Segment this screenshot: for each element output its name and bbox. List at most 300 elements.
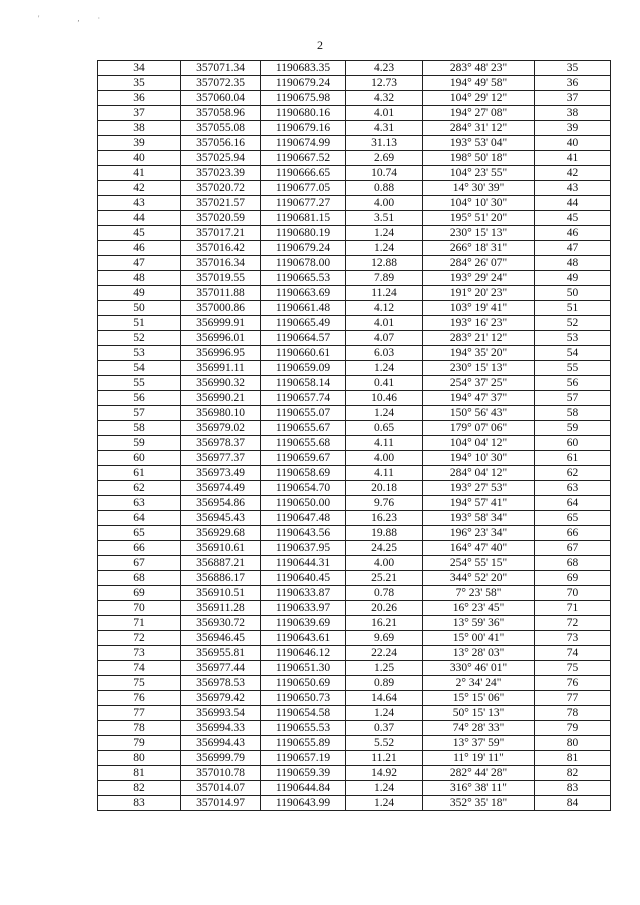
point-number-cell: 67	[98, 556, 181, 571]
x-coordinate-cell: 356999.79	[181, 751, 261, 766]
next-point-number-cell: 73	[535, 631, 611, 646]
table-row	[98, 646, 611, 661]
next-point-number-cell: 78	[535, 706, 611, 721]
distance-cell: 20.18	[346, 481, 423, 496]
y-coordinate-cell: 1190665.49	[261, 316, 346, 331]
x-coordinate-cell: 356999.91	[181, 316, 261, 331]
point-number-cell: 73	[98, 646, 181, 661]
point-number-cell: 66	[98, 541, 181, 556]
point-number-cell: 82	[98, 781, 181, 796]
y-coordinate-cell: 1190655.67	[261, 421, 346, 436]
table-row	[98, 571, 611, 586]
next-point-number-cell: 62	[535, 466, 611, 481]
table-row	[98, 241, 611, 256]
distance-cell: 14.64	[346, 691, 423, 706]
table-row	[98, 271, 611, 286]
bearing-cell: 316° 38' 11"	[423, 781, 535, 796]
y-coordinate-cell: 1190659.09	[261, 361, 346, 376]
y-coordinate-cell: 1190666.65	[261, 166, 346, 181]
bearing-cell: 179° 07' 06"	[423, 421, 535, 436]
next-point-number-cell: 51	[535, 301, 611, 316]
distance-cell: 6.03	[346, 346, 423, 361]
y-coordinate-cell: 1190657.74	[261, 391, 346, 406]
x-coordinate-cell: 357025.94	[181, 151, 261, 166]
y-coordinate-cell: 1190657.19	[261, 751, 346, 766]
point-number-cell: 79	[98, 736, 181, 751]
y-coordinate-cell: 1190675.98	[261, 91, 346, 106]
bearing-cell: 194° 49' 58"	[423, 76, 535, 91]
bearing-cell: 254° 55' 15"	[423, 556, 535, 571]
y-coordinate-cell: 1190643.61	[261, 631, 346, 646]
distance-cell: 2.69	[346, 151, 423, 166]
bearing-cell: 7° 23' 58"	[423, 586, 535, 601]
y-coordinate-cell: 1190680.16	[261, 106, 346, 121]
y-coordinate-cell: 1190667.52	[261, 151, 346, 166]
y-coordinate-cell: 1190644.31	[261, 556, 346, 571]
y-coordinate-cell: 1190674.99	[261, 136, 346, 151]
bearing-cell: 194° 35' 20"	[423, 346, 535, 361]
y-coordinate-cell: 1190655.07	[261, 406, 346, 421]
table-row	[98, 166, 611, 181]
bearing-cell: 50° 15' 13"	[423, 706, 535, 721]
table-row	[98, 736, 611, 751]
point-number-cell: 80	[98, 751, 181, 766]
y-coordinate-cell: 1190655.53	[261, 721, 346, 736]
distance-cell: 9.69	[346, 631, 423, 646]
bearing-cell: 164° 47' 40"	[423, 541, 535, 556]
table-row	[98, 256, 611, 271]
x-coordinate-cell: 356990.32	[181, 376, 261, 391]
bearing-cell: 283° 48' 23"	[423, 61, 535, 76]
distance-cell: 0.78	[346, 586, 423, 601]
point-number-cell: 50	[98, 301, 181, 316]
distance-cell: 0.37	[346, 721, 423, 736]
x-coordinate-cell: 357023.39	[181, 166, 261, 181]
point-number-cell: 70	[98, 601, 181, 616]
distance-cell: 9.76	[346, 496, 423, 511]
next-point-number-cell: 72	[535, 616, 611, 631]
table-row	[98, 691, 611, 706]
next-point-number-cell: 40	[535, 136, 611, 151]
bearing-cell: 104° 23' 55"	[423, 166, 535, 181]
x-coordinate-cell: 356887.21	[181, 556, 261, 571]
table-row	[98, 181, 611, 196]
next-point-number-cell: 60	[535, 436, 611, 451]
next-point-number-cell: 46	[535, 226, 611, 241]
y-coordinate-cell: 1190655.89	[261, 736, 346, 751]
distance-cell: 20.26	[346, 601, 423, 616]
bearing-cell: 330° 46' 01"	[423, 661, 535, 676]
next-point-number-cell: 53	[535, 331, 611, 346]
distance-cell: 1.25	[346, 661, 423, 676]
distance-cell: 11.21	[346, 751, 423, 766]
point-number-cell: 55	[98, 376, 181, 391]
x-coordinate-cell: 357017.21	[181, 226, 261, 241]
table-row	[98, 286, 611, 301]
point-number-cell: 62	[98, 481, 181, 496]
next-point-number-cell: 63	[535, 481, 611, 496]
table-row	[98, 76, 611, 91]
distance-cell: 4.23	[346, 61, 423, 76]
point-number-cell: 51	[98, 316, 181, 331]
bearing-cell: 284° 31' 12"	[423, 121, 535, 136]
x-coordinate-cell: 356977.37	[181, 451, 261, 466]
next-point-number-cell: 55	[535, 361, 611, 376]
point-number-cell: 37	[98, 106, 181, 121]
y-coordinate-cell: 1190655.68	[261, 436, 346, 451]
point-number-cell: 35	[98, 76, 181, 91]
x-coordinate-cell: 357000.86	[181, 301, 261, 316]
x-coordinate-cell: 356993.54	[181, 706, 261, 721]
table-row	[98, 706, 611, 721]
next-point-number-cell: 81	[535, 751, 611, 766]
bearing-cell: 254° 37' 25"	[423, 376, 535, 391]
point-number-cell: 57	[98, 406, 181, 421]
next-point-number-cell: 42	[535, 166, 611, 181]
x-coordinate-cell: 356980.10	[181, 406, 261, 421]
x-coordinate-cell: 356946.45	[181, 631, 261, 646]
table-row	[98, 91, 611, 106]
next-point-number-cell: 45	[535, 211, 611, 226]
distance-cell: 4.31	[346, 121, 423, 136]
table-row	[98, 61, 611, 76]
table-row	[98, 331, 611, 346]
table-row	[98, 781, 611, 796]
bearing-cell: 191° 20' 23"	[423, 286, 535, 301]
x-coordinate-cell: 357071.34	[181, 61, 261, 76]
y-coordinate-cell: 1190658.69	[261, 466, 346, 481]
distance-cell: 4.00	[346, 556, 423, 571]
next-point-number-cell: 67	[535, 541, 611, 556]
distance-cell: 1.24	[346, 226, 423, 241]
distance-cell: 10.74	[346, 166, 423, 181]
x-coordinate-cell: 356910.61	[181, 541, 261, 556]
table-row	[98, 151, 611, 166]
distance-cell: 12.88	[346, 256, 423, 271]
x-coordinate-cell: 356994.33	[181, 721, 261, 736]
point-number-cell: 54	[98, 361, 181, 376]
x-coordinate-cell: 357019.55	[181, 271, 261, 286]
x-coordinate-cell: 356977.44	[181, 661, 261, 676]
distance-cell: 1.24	[346, 406, 423, 421]
x-coordinate-cell: 357072.35	[181, 76, 261, 91]
bearing-cell: 266° 18' 31"	[423, 241, 535, 256]
table-row	[98, 586, 611, 601]
distance-cell: 10.46	[346, 391, 423, 406]
point-number-cell: 45	[98, 226, 181, 241]
y-coordinate-cell: 1190679.24	[261, 76, 346, 91]
table-row	[98, 526, 611, 541]
x-coordinate-cell: 356973.49	[181, 466, 261, 481]
point-number-cell: 47	[98, 256, 181, 271]
bearing-cell: 193° 29' 24"	[423, 271, 535, 286]
bearing-cell: 194° 57' 41"	[423, 496, 535, 511]
table-row	[98, 616, 611, 631]
y-coordinate-cell: 1190650.73	[261, 691, 346, 706]
next-point-number-cell: 36	[535, 76, 611, 91]
bearing-cell: 282° 44' 28"	[423, 766, 535, 781]
y-coordinate-cell: 1190680.19	[261, 226, 346, 241]
table-row	[98, 361, 611, 376]
y-coordinate-cell: 1190644.84	[261, 781, 346, 796]
corner-marks: ' ,·	[38, 14, 119, 23]
x-coordinate-cell: 356978.37	[181, 436, 261, 451]
table-row	[98, 751, 611, 766]
next-point-number-cell: 61	[535, 451, 611, 466]
distance-cell: 1.24	[346, 361, 423, 376]
point-number-cell: 63	[98, 496, 181, 511]
distance-cell: 3.51	[346, 211, 423, 226]
table-row	[98, 436, 611, 451]
bearing-cell: 194° 27' 08"	[423, 106, 535, 121]
bearing-cell: 16° 23' 45"	[423, 601, 535, 616]
next-point-number-cell: 68	[535, 556, 611, 571]
next-point-number-cell: 35	[535, 61, 611, 76]
bearing-cell: 194° 10' 30"	[423, 451, 535, 466]
y-coordinate-cell: 1190651.30	[261, 661, 346, 676]
next-point-number-cell: 82	[535, 766, 611, 781]
table-row	[98, 106, 611, 121]
table-row	[98, 766, 611, 781]
x-coordinate-cell: 356911.28	[181, 601, 261, 616]
table-row	[98, 121, 611, 136]
point-number-cell: 83	[98, 796, 181, 811]
distance-cell: 16.21	[346, 616, 423, 631]
y-coordinate-cell: 1190660.61	[261, 346, 346, 361]
distance-cell: 0.88	[346, 181, 423, 196]
point-number-cell: 48	[98, 271, 181, 286]
next-point-number-cell: 58	[535, 406, 611, 421]
next-point-number-cell: 65	[535, 511, 611, 526]
bearing-cell: 198° 50' 18"	[423, 151, 535, 166]
point-number-cell: 40	[98, 151, 181, 166]
next-point-number-cell: 57	[535, 391, 611, 406]
y-coordinate-cell: 1190646.12	[261, 646, 346, 661]
table-row	[98, 346, 611, 361]
distance-cell: 22.24	[346, 646, 423, 661]
point-number-cell: 75	[98, 676, 181, 691]
point-number-cell: 60	[98, 451, 181, 466]
bearing-cell: 13° 28' 03"	[423, 646, 535, 661]
point-number-cell: 64	[98, 511, 181, 526]
x-coordinate-cell: 357014.07	[181, 781, 261, 796]
x-coordinate-cell: 356978.53	[181, 676, 261, 691]
point-number-cell: 68	[98, 571, 181, 586]
point-number-cell: 72	[98, 631, 181, 646]
x-coordinate-cell: 357010.78	[181, 766, 261, 781]
y-coordinate-cell: 1190683.35	[261, 61, 346, 76]
y-coordinate-cell: 1190637.95	[261, 541, 346, 556]
table-row	[98, 631, 611, 646]
table-row	[98, 496, 611, 511]
distance-cell: 1.24	[346, 781, 423, 796]
bearing-cell: 284° 04' 12"	[423, 466, 535, 481]
table-row	[98, 511, 611, 526]
point-number-cell: 38	[98, 121, 181, 136]
next-point-number-cell: 83	[535, 781, 611, 796]
x-coordinate-cell: 356954.86	[181, 496, 261, 511]
distance-cell: 31.13	[346, 136, 423, 151]
y-coordinate-cell: 1190654.58	[261, 706, 346, 721]
y-coordinate-cell: 1190650.00	[261, 496, 346, 511]
bearing-cell: 11° 19' 11"	[423, 751, 535, 766]
distance-cell: 0.41	[346, 376, 423, 391]
distance-cell: 4.11	[346, 466, 423, 481]
y-coordinate-cell: 1190640.45	[261, 571, 346, 586]
distance-cell: 11.24	[346, 286, 423, 301]
next-point-number-cell: 74	[535, 646, 611, 661]
x-coordinate-cell: 356930.72	[181, 616, 261, 631]
distance-cell: 4.12	[346, 301, 423, 316]
coordinates-table	[97, 60, 611, 811]
next-point-number-cell: 64	[535, 496, 611, 511]
bearing-cell: 193° 58' 34"	[423, 511, 535, 526]
x-coordinate-cell: 357060.04	[181, 91, 261, 106]
bearing-cell: 284° 26' 07"	[423, 256, 535, 271]
y-coordinate-cell: 1190663.69	[261, 286, 346, 301]
distance-cell: 4.01	[346, 106, 423, 121]
distance-cell: 1.24	[346, 796, 423, 811]
y-coordinate-cell: 1190661.48	[261, 301, 346, 316]
point-number-cell: 44	[98, 211, 181, 226]
table-row	[98, 316, 611, 331]
x-coordinate-cell: 356974.49	[181, 481, 261, 496]
point-number-cell: 41	[98, 166, 181, 181]
table-row	[98, 676, 611, 691]
x-coordinate-cell: 357020.59	[181, 211, 261, 226]
point-number-cell: 81	[98, 766, 181, 781]
x-coordinate-cell: 356996.01	[181, 331, 261, 346]
distance-cell: 4.07	[346, 331, 423, 346]
bearing-cell: 230° 15' 13"	[423, 361, 535, 376]
table-row	[98, 556, 611, 571]
bearing-cell: 103° 19' 41"	[423, 301, 535, 316]
x-coordinate-cell: 357016.34	[181, 256, 261, 271]
bearing-cell: 104° 04' 12"	[423, 436, 535, 451]
distance-cell: 24.25	[346, 541, 423, 556]
distance-cell: 7.89	[346, 271, 423, 286]
coordinates-table-body	[98, 61, 611, 811]
bearing-cell: 104° 29' 12"	[423, 91, 535, 106]
table-row	[98, 796, 611, 811]
distance-cell: 19.88	[346, 526, 423, 541]
next-point-number-cell: 66	[535, 526, 611, 541]
bearing-cell: 230° 15' 13"	[423, 226, 535, 241]
next-point-number-cell: 38	[535, 106, 611, 121]
distance-cell: 4.01	[346, 316, 423, 331]
distance-cell: 12.73	[346, 76, 423, 91]
x-coordinate-cell: 356990.21	[181, 391, 261, 406]
y-coordinate-cell: 1190633.87	[261, 586, 346, 601]
next-point-number-cell: 37	[535, 91, 611, 106]
next-point-number-cell: 75	[535, 661, 611, 676]
page-number: 2	[317, 38, 323, 52]
y-coordinate-cell: 1190659.67	[261, 451, 346, 466]
x-coordinate-cell: 357011.88	[181, 286, 261, 301]
next-point-number-cell: 69	[535, 571, 611, 586]
distance-cell: 14.92	[346, 766, 423, 781]
next-point-number-cell: 52	[535, 316, 611, 331]
point-number-cell: 59	[98, 436, 181, 451]
bearing-cell: 150° 56' 43"	[423, 406, 535, 421]
x-coordinate-cell: 357014.97	[181, 796, 261, 811]
x-coordinate-cell: 357020.72	[181, 181, 261, 196]
bearing-cell: 13° 59' 36"	[423, 616, 535, 631]
y-coordinate-cell: 1190665.53	[261, 271, 346, 286]
next-point-number-cell: 80	[535, 736, 611, 751]
point-number-cell: 61	[98, 466, 181, 481]
bearing-cell: 104° 10' 30"	[423, 196, 535, 211]
y-coordinate-cell: 1190647.48	[261, 511, 346, 526]
y-coordinate-cell: 1190654.70	[261, 481, 346, 496]
bearing-cell: 193° 53' 04"	[423, 136, 535, 151]
next-point-number-cell: 39	[535, 121, 611, 136]
bearing-cell: 14° 30' 39"	[423, 181, 535, 196]
point-number-cell: 53	[98, 346, 181, 361]
next-point-number-cell: 47	[535, 241, 611, 256]
bearing-cell: 15° 15' 06"	[423, 691, 535, 706]
distance-cell: 0.65	[346, 421, 423, 436]
table-row	[98, 301, 611, 316]
distance-cell: 4.00	[346, 451, 423, 466]
y-coordinate-cell: 1190664.57	[261, 331, 346, 346]
point-number-cell: 34	[98, 61, 181, 76]
distance-cell: 4.00	[346, 196, 423, 211]
x-coordinate-cell: 357056.16	[181, 136, 261, 151]
point-number-cell: 52	[98, 331, 181, 346]
point-number-cell: 78	[98, 721, 181, 736]
x-coordinate-cell: 357016.42	[181, 241, 261, 256]
y-coordinate-cell: 1190643.56	[261, 526, 346, 541]
table-row	[98, 226, 611, 241]
point-number-cell: 77	[98, 706, 181, 721]
distance-cell: 4.11	[346, 436, 423, 451]
bearing-cell: 283° 21' 12"	[423, 331, 535, 346]
next-point-number-cell: 41	[535, 151, 611, 166]
x-coordinate-cell: 357058.96	[181, 106, 261, 121]
next-point-number-cell: 84	[535, 796, 611, 811]
x-coordinate-cell: 356991.11	[181, 361, 261, 376]
x-coordinate-cell: 357055.08	[181, 121, 261, 136]
x-coordinate-cell: 356979.42	[181, 691, 261, 706]
y-coordinate-cell: 1190677.27	[261, 196, 346, 211]
table-row	[98, 601, 611, 616]
bearing-cell: 2° 34' 24"	[423, 676, 535, 691]
point-number-cell: 42	[98, 181, 181, 196]
distance-cell: 16.23	[346, 511, 423, 526]
distance-cell: 1.24	[346, 241, 423, 256]
x-coordinate-cell: 356979.02	[181, 421, 261, 436]
next-point-number-cell: 49	[535, 271, 611, 286]
next-point-number-cell: 44	[535, 196, 611, 211]
x-coordinate-cell: 356994.43	[181, 736, 261, 751]
next-point-number-cell: 59	[535, 421, 611, 436]
table-row	[98, 406, 611, 421]
next-point-number-cell: 56	[535, 376, 611, 391]
x-coordinate-cell: 356929.68	[181, 526, 261, 541]
point-number-cell: 65	[98, 526, 181, 541]
bearing-cell: 193° 27' 53"	[423, 481, 535, 496]
point-number-cell: 74	[98, 661, 181, 676]
y-coordinate-cell: 1190678.00	[261, 256, 346, 271]
point-number-cell: 56	[98, 391, 181, 406]
table-row	[98, 721, 611, 736]
next-point-number-cell: 48	[535, 256, 611, 271]
point-number-cell: 76	[98, 691, 181, 706]
point-number-cell: 71	[98, 616, 181, 631]
x-coordinate-cell: 357021.57	[181, 196, 261, 211]
point-number-cell: 46	[98, 241, 181, 256]
